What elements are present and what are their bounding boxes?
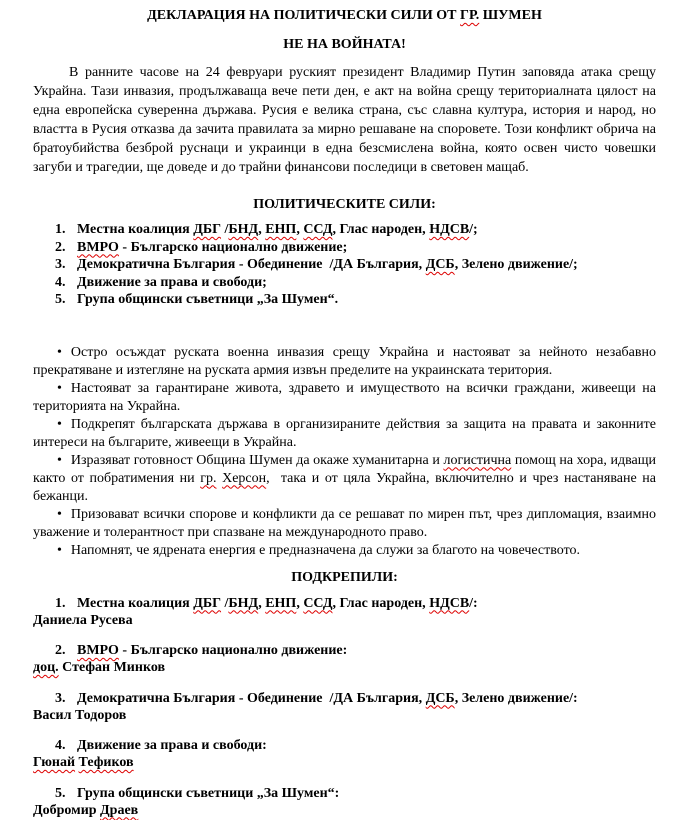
misspelled-word: ВМРО [77, 239, 119, 255]
text-run: помощ на хора, идващи както от побратимения ни [33, 452, 656, 486]
list-item [33, 642, 656, 676]
list-item-number: 3. [55, 257, 66, 272]
misspelled-word: ГР. [460, 8, 480, 23]
list-item-number: 4. [55, 274, 66, 290]
text-run: Настояват за гарантиране живота, здравето и имуществото на всички граждани, живеещи на територията на Украйна. [33, 380, 656, 414]
text-run: Група общински съветници „За Шумен“. [77, 292, 339, 307]
misspelled-word: БНД [228, 222, 259, 237]
bullet-icon: • [57, 380, 62, 396]
misspelled-word: Гюнай [33, 755, 76, 770]
list-item-line [33, 291, 656, 309]
misspelled-word: ДБГ [193, 222, 222, 237]
text-run: Призовават всички спорове и конфликти да се решават по мирен път, чрез дипломация, взаимно уважение и толерантност при спазване на международното право. [33, 506, 656, 540]
list-item-number: 1. [55, 222, 66, 237]
misspelled-word: доц. [33, 660, 59, 675]
list-item-text [77, 738, 267, 753]
supporters-list [33, 595, 656, 819]
misspelled-word: ДСБ [425, 690, 455, 706]
misspelled-word: ЕНП [265, 222, 297, 237]
text-run: Подкрепят българската държава в организираните действия за защита на правата и законните интереси на българите, живеещи в Украйна. [33, 416, 656, 450]
list-item-line [33, 690, 656, 707]
misspelled-word: ССД [303, 222, 333, 237]
list-item-text [77, 786, 339, 801]
misspelled-word: Херсон [222, 470, 267, 486]
supporters-heading: ПОДКРЕПИЛИ: [291, 569, 398, 585]
text-run: , Глас народен, [332, 222, 430, 237]
list-item-number: 1. [55, 595, 66, 611]
text-run: , [258, 595, 266, 611]
text-run: Група общински съветници „За Шумен“: [77, 785, 340, 801]
declaration-point [33, 380, 656, 416]
list-item [33, 785, 656, 819]
text-run: Напомнят, че ядрената енергия е предназначена да служи за благото на човечеството. [70, 542, 581, 558]
bullet-icon: • [57, 506, 62, 522]
list-item [33, 737, 656, 771]
supporter-name [33, 659, 656, 676]
declaration-point [33, 416, 656, 452]
supporter-name [33, 802, 656, 819]
misspelled-word: гр. [200, 470, 217, 486]
declaration-point [33, 542, 656, 560]
misspelled-word: Драев [100, 802, 139, 818]
text-run: - Българско национално движение: [118, 643, 348, 658]
bullet-icon: • [57, 542, 62, 558]
bullet-icon: • [57, 452, 62, 468]
text-run: ШУМЕН [479, 8, 542, 23]
misspelled-word: ДБГ [193, 595, 222, 611]
text-run: , така и от цяла Украйна, включително и чрез настаняване на бежанци. [33, 470, 656, 504]
text-run: Движение за права и свободи: [77, 738, 267, 753]
declaration-point [33, 344, 656, 380]
document-subtitle: НЕ НА ВОЙНАТА! [283, 37, 406, 52]
text-run: Остро осъждат руската военна инвазия срещу Украйна и настояват за нейното незабавно прекратяване и изтегляне на руската армия извън пределите на украинската територия. [33, 344, 656, 378]
text-run: , Глас народен, [332, 595, 430, 611]
text-run: /; [469, 222, 478, 237]
declaration-point [33, 452, 656, 506]
list-item [33, 256, 656, 274]
misspelled-word: ВМРО [77, 643, 119, 658]
misspelled-word: логистична [443, 452, 512, 468]
text-run: Стефан Минков [58, 660, 166, 675]
text-run: Демократична България - Обединение /ДА България, [77, 690, 426, 706]
misspelled-word: ЕНП [265, 595, 297, 611]
document-title [33, 7, 656, 25]
list-item-text [77, 292, 338, 307]
list-item-text [77, 691, 578, 706]
list-item-number: 5. [55, 785, 66, 801]
list-item-line [33, 595, 656, 612]
text-run: Демократична България - Обединение /ДА България, [77, 257, 426, 272]
supporter-name [33, 612, 656, 629]
bullet-icon: • [57, 416, 62, 432]
list-item-text [77, 222, 478, 237]
list-item [33, 595, 656, 629]
misspelled-word: НДСВ [429, 595, 470, 611]
list-item-number: 5. [55, 292, 66, 307]
list-item-number: 4. [55, 738, 66, 753]
list-item [33, 221, 656, 239]
list-item-text [77, 275, 267, 290]
text-run: , [258, 222, 266, 237]
misspelled-word: НДСВ [429, 222, 470, 237]
supporter-name [33, 754, 656, 771]
text-run: Движение за права и свободи; [77, 274, 267, 290]
intro-paragraph [33, 63, 656, 177]
text-run: Местна коалиция [77, 222, 194, 237]
text-run: - Българско национално движение; [118, 239, 348, 255]
list-item-line [33, 737, 656, 754]
misspelled-word: ССД [303, 595, 333, 611]
list-item-line [33, 642, 656, 659]
list-item [33, 690, 656, 724]
list-item-text [77, 643, 347, 658]
text-run: , Зелено движение/; [454, 257, 578, 272]
list-item-line [33, 785, 656, 802]
bullet-icon: • [57, 344, 62, 360]
text-run: В ранните часове на 24 февруари руският президент Владимир Путин заповяда атака срещу Украйна. Тази инвазия, продължаваща вече пети ден, е акт на война срещу териториалната цялост на една европейска суверенна държава. Русия е велика страна, със славна култура, история и народ, но властта в Русия отказва да зачита правилата за мирно решаване на споровете. Този конфликт обрича на братоубийства безброй руснаци и украинци в една безсмислена война, която освен чисто човешки загуби и трагедии, ще доведе и до трайни финансови последици в световен мащаб. [33, 65, 656, 175]
list-item-line [33, 256, 656, 274]
supporter-name [33, 707, 656, 724]
list-item [33, 274, 656, 292]
list-item-text [77, 596, 478, 611]
list-item-number: 2. [55, 643, 66, 658]
text-run: Васил Тодоров [33, 707, 127, 723]
text-run: Изразяват готовност Община Шумен да окаже хуманитарна и [70, 452, 444, 468]
misspelled-word: ДСБ [425, 257, 455, 272]
text-run: / [221, 222, 229, 237]
misspelled-word: Тефиков [78, 755, 134, 770]
text-run: / [221, 595, 229, 611]
political-forces-heading: ПОЛИТИЧЕСКИТЕ СИЛИ: [253, 197, 436, 212]
list-item-line [33, 239, 656, 257]
list-item-text [77, 257, 578, 272]
list-item-text [77, 240, 347, 255]
declaration-points-list [33, 344, 656, 560]
text-run: /: [469, 595, 478, 611]
text-run: , Зелено движение/: [454, 690, 578, 706]
list-item-number: 2. [55, 239, 66, 255]
text-run: , [296, 595, 304, 611]
list-item-line [33, 221, 656, 239]
text-run: Добромир [33, 802, 101, 818]
text-run: , [296, 222, 304, 237]
text-run: Даниела Русева [33, 612, 133, 628]
list-item-number: 3. [55, 690, 66, 706]
political-forces-list [33, 221, 656, 309]
text-run: ДЕКЛАРАЦИЯ НА ПОЛИТИЧЕСКИ СИЛИ ОТ [147, 8, 461, 23]
text-run: Местна коалиция [77, 595, 194, 611]
misspelled-word: БНД [228, 595, 259, 611]
declaration-point [33, 506, 656, 542]
list-item [33, 239, 656, 257]
list-item [33, 291, 656, 309]
list-item-line [33, 274, 656, 292]
